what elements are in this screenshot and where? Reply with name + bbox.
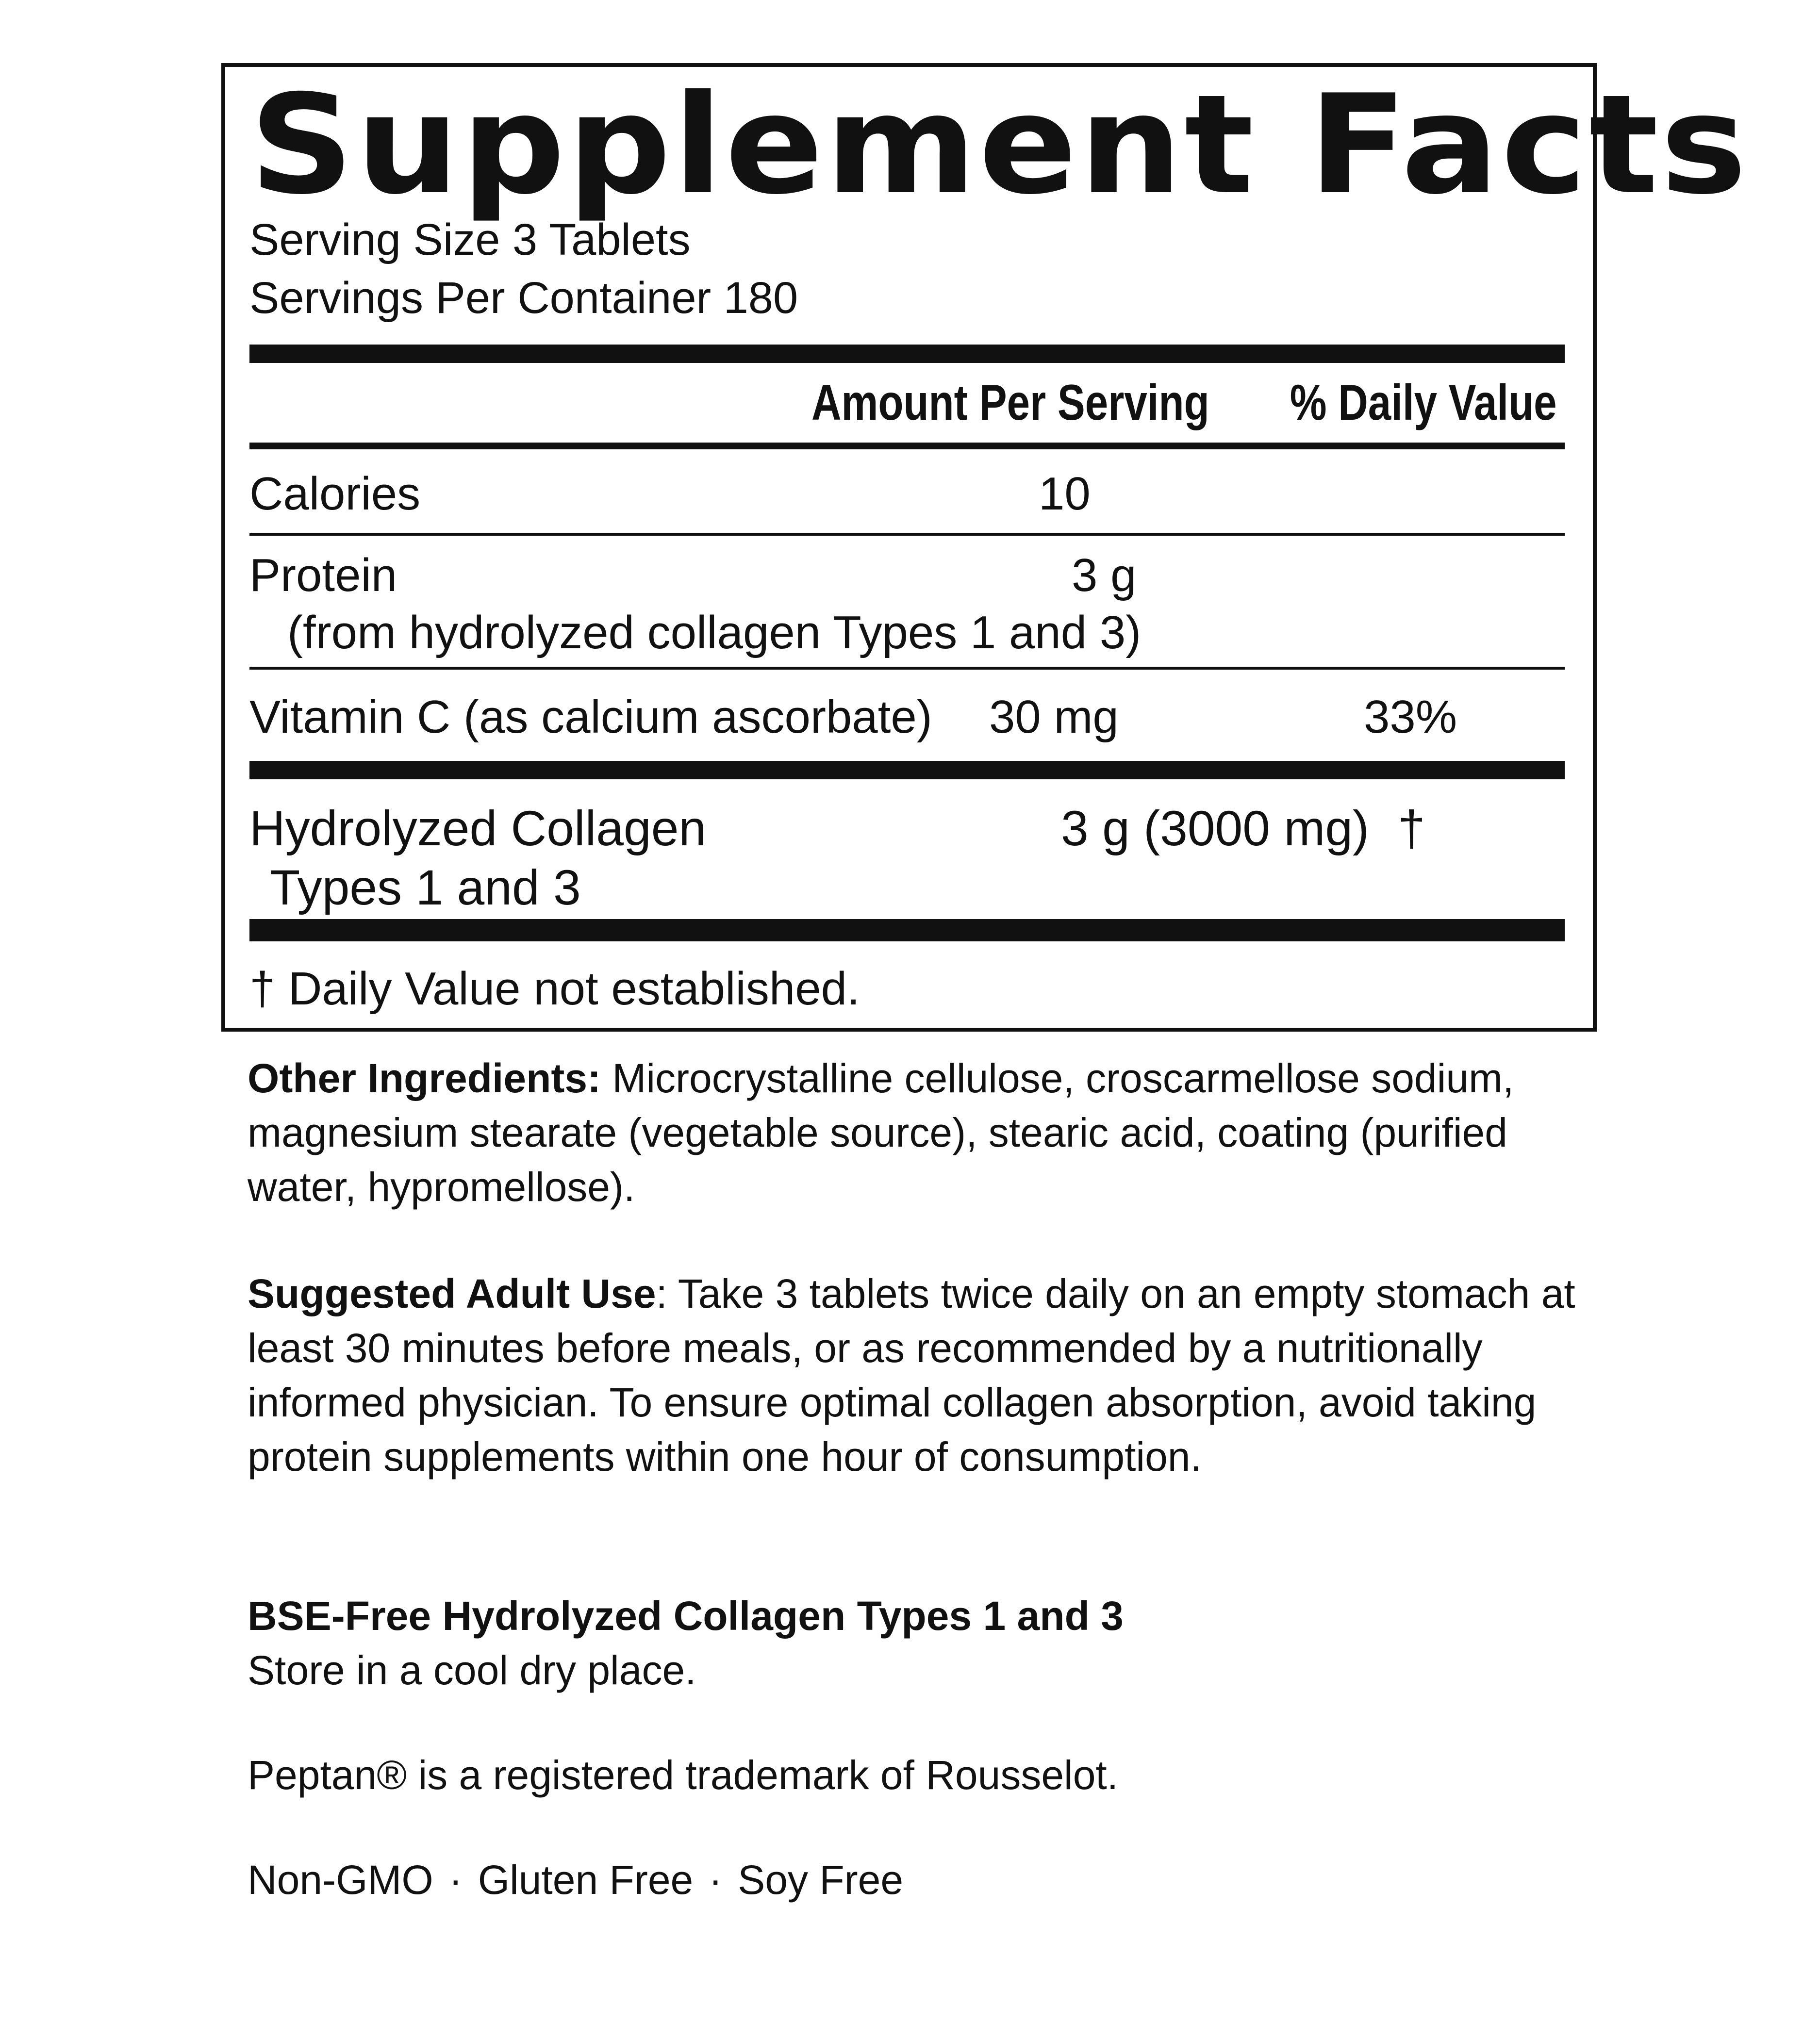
other-ingredients-text: Microcrystalline cellulose, croscarmellose sodium, magnesium stearate (vegetable source), stearic acid, coating (purified water, hypromellose). — [248, 1055, 1514, 1210]
vitamin-c-daily-value: 33% — [1364, 691, 1457, 743]
bse-free-heading-text: BSE-Free Hydrolyzed Collagen Types 1 and 3 — [248, 1593, 1124, 1639]
storage-instructions: Store in a cool dry place. — [248, 1647, 696, 1693]
claim-soy-free: Soy Free — [738, 1857, 904, 1903]
thin-divider — [249, 533, 1565, 536]
other-ingredients-label: Other Ingredients: — [248, 1055, 601, 1101]
product-claims — [248, 1853, 1587, 1907]
trademark-notice: Peptan® is a registered trademark of Rousselot. — [248, 1752, 1119, 1798]
other-ingredients — [248, 1051, 1587, 1214]
header-amount-per-serving: Amount Per Serving — [811, 375, 1209, 431]
claim-separator: · — [448, 1857, 463, 1903]
collagen-daily-value: † — [1398, 801, 1425, 856]
suggested-use-label: Suggested Adult Use — [248, 1271, 656, 1316]
servings-per-container: Servings Per Container 180 — [249, 273, 798, 323]
protein-source: (from hydrolyzed collagen Types 1 and 3) — [287, 607, 1142, 658]
serving-size: Serving Size 3 Tablets — [249, 215, 691, 264]
suggested-use-text: : Take 3 tablets twice daily on an empty stomach at least 30 minutes before meals, or as recommended by a nutritionally informed physician. To ensure optimal collagen absorption, avoid taking protein supplements within one hour of consumption. — [248, 1271, 1575, 1480]
thick-divider-top — [249, 345, 1565, 363]
bse-free-heading — [248, 1589, 1587, 1643]
calories-amount: 10 — [1039, 468, 1091, 520]
collagen-label-line-2: Types 1 and 3 — [270, 860, 581, 915]
thick-divider-middle — [249, 761, 1565, 779]
supplement-facts-panel — [221, 63, 1749, 1032]
protein-label: Protein — [249, 549, 397, 601]
medium-divider — [249, 443, 1565, 449]
vitamin-c-label: Vitamin C (as calcium ascorbate) — [249, 691, 932, 743]
claim-gluten-free: Gluten Free — [478, 1857, 694, 1903]
thick-divider-bottom — [249, 919, 1565, 941]
header-daily-value: % Daily Value — [1290, 375, 1557, 431]
suggested-use — [248, 1266, 1587, 1484]
collagen-label-line-1: Hydrolyzed Collagen — [249, 801, 707, 856]
collagen-amount: 3 g (3000 mg) — [1061, 801, 1370, 856]
protein-amount: 3 g — [1072, 549, 1137, 601]
calories-label: Calories — [249, 468, 421, 520]
claim-non-gmo: Non-GMO — [248, 1857, 433, 1903]
panel-title: Supplement Facts — [249, 65, 1749, 225]
thin-divider — [249, 667, 1565, 670]
daily-value-footnote: † Daily Value not established. — [249, 963, 860, 1015]
vitamin-c-amount: 30 mg — [989, 691, 1119, 743]
claim-separator: · — [709, 1857, 723, 1903]
